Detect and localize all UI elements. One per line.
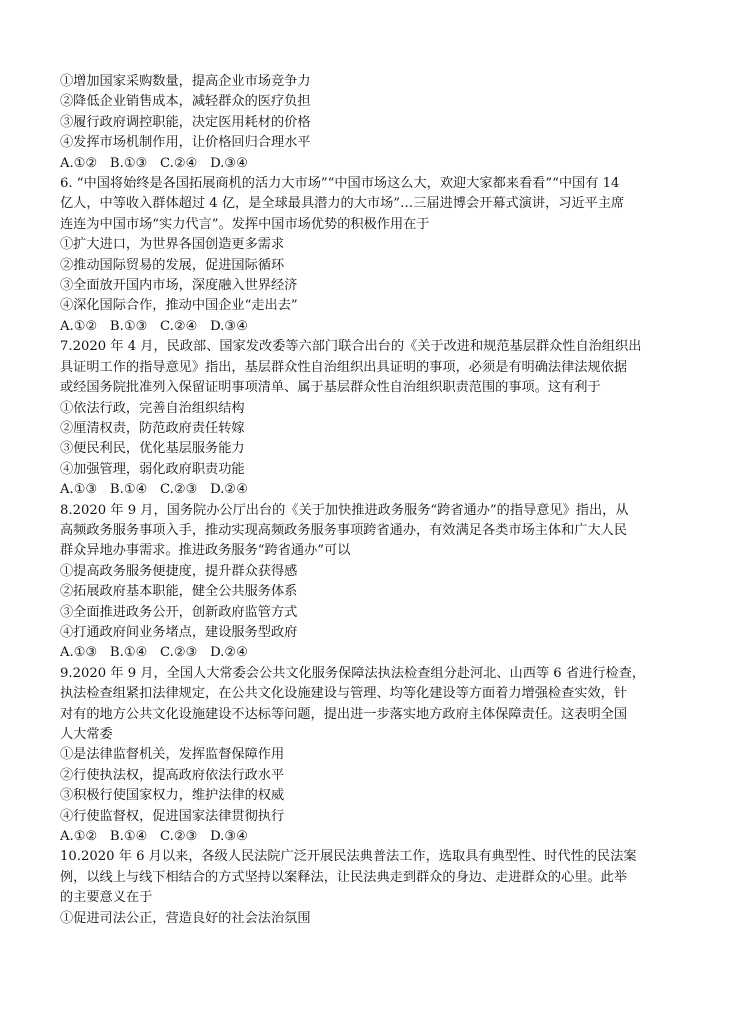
option-line: ②拓展政府基本职能，健全公共服务体系 — [60, 584, 298, 600]
question-stem-line: 具证明工作的指导意见》指出，基层群众性自治组织出具证明的事项，必须是有明确法律法规依据 — [60, 359, 628, 375]
option-line: ③便民利民，优化基层服务能力 — [60, 441, 245, 457]
option-line: ②降低企业销售成本，减轻群众的医疗负担 — [60, 94, 311, 110]
option-line: ④行使监督权，促进国家法律贯彻执行 — [60, 808, 285, 824]
question-stem-line: 的主要意义在于 — [60, 890, 153, 906]
answer-choices: A.①③ B.①④ C.②③ D.②④ — [60, 482, 249, 498]
question-7 — [60, 337, 682, 500]
option-line: ③全面放开国内市场，深度融入世界经济 — [60, 278, 298, 294]
question-stem-line: 高频政务服务事项入手，推动实现高频政务服务事项跨省通办，有效满足各类市场主体和广大人民 — [60, 522, 628, 538]
question-stem-line: 7.2020 年 4 月，民政部、国家发改委等六部门联合出台的《关于改进和规范基层群众性自治组织出 — [60, 339, 642, 355]
option-line: ④深化国际合作，推动中国企业“走出去” — [60, 298, 298, 314]
option-line: ①促进司法公正，营造良好的社会法治氛围 — [60, 910, 311, 926]
option-line: ③履行政府调控职能，决定医用耗材的价格 — [60, 114, 311, 130]
question-9 — [60, 664, 682, 848]
question-stem-line: 人大常委 — [60, 727, 113, 742]
option-line: ③全面推进政务公开，创新政府监管方式 — [60, 604, 298, 620]
question-stem-line: 亿人，中等收入群体超过 4 亿，是全球最具潜力的大市场”…三届进博会开幕式演讲，习近平主席 — [60, 196, 625, 212]
question-stem-line: 或经国务院批准列入保留证明事项清单、属于基层群众性自治组织职责范围的事项。这有利于 — [60, 380, 601, 396]
question-10 — [60, 847, 682, 929]
option-line: ④发挥市场机制作用，让价格回归合理水平 — [60, 135, 311, 151]
option-line: ③积极行使国家权力，维护法律的权威 — [60, 788, 285, 804]
question-5-tail — [60, 72, 682, 174]
option-line: ①增加国家采购数量，提高企业市场竞争力 — [60, 74, 311, 89]
question-stem-line: 6. “中国将始终是各国拓展商机的活力大市场”“中国市场这么大，欢迎大家都来看看”“中国有 14 — [60, 176, 620, 192]
option-line: ①依法行政，完善自治组织结构 — [60, 400, 245, 416]
question-stem-line: 10.2020 年 6 月以来，各级人民法院广泛开展民法典普法工作，选取具有典型性、时代性的民法案 — [60, 849, 637, 865]
answer-choices: A.①② B.①③ C.②④ D.③④ — [60, 318, 249, 334]
exam-page — [60, 72, 682, 929]
option-line: ①是法律监督机关，发挥监督保障作用 — [60, 747, 285, 763]
question-stem-line: 8.2020 年 9 月，国务院办公厅出台的《关于加快推进政务服务“跨省通办”的指导意见》指出，从 — [60, 502, 629, 518]
option-line: ②行使执法权，提高政府依法行政水平 — [60, 767, 285, 783]
question-stem-line: 9.2020 年 9 月，全国人大常委会公共文化服务保障法执法检查组分赴河北、山西等 6 省进行检查， — [60, 665, 646, 681]
answer-choices: A.①② B.①④ C.②③ D.③④ — [60, 829, 249, 845]
option-line: ②推动国际贸易的发展，促进国际循环 — [60, 257, 285, 273]
option-line: ①扩大进口，为世界各国创造更多需求 — [60, 237, 285, 253]
question-8 — [60, 501, 682, 664]
option-line: ①提高政务服务便捷度，提升群众获得感 — [60, 563, 298, 579]
option-line: ④加强管理，弱化政府职责功能 — [60, 461, 245, 477]
question-6 — [60, 174, 682, 337]
question-stem-line: 对有的地方公共文化设施建设不达标等问题，提出进一步落实地方政府主体保障责任。这表明全国 — [60, 706, 628, 722]
question-stem-line: 例，以线上与线下相结合的方式坚持以案释法，让民法典走到群众的身边、走进群众的心里。此举 — [60, 869, 628, 885]
answer-choices: A.①③ B.①④ C.②③ D.②④ — [60, 645, 249, 661]
question-stem-line: 执法检查组紧扣法律规定，在公共文化设施建设与管理、均等化建设等方面着力增强检查实效，针 — [60, 686, 628, 702]
question-stem-line: 连连为中国市场“实力代言”。发挥中国市场优势的积极作用在于 — [60, 216, 430, 232]
option-line: ④打通政府间业务堵点，建设服务型政府 — [60, 624, 298, 640]
option-line: ②厘清权责，防范政府责任转嫁 — [60, 420, 245, 436]
question-stem-line: 群众异地办事需求。推进政务服务“跨省通办”可以 — [60, 543, 351, 559]
answer-choices: A.①② B.①③ C.②④ D.③④ — [60, 155, 249, 171]
